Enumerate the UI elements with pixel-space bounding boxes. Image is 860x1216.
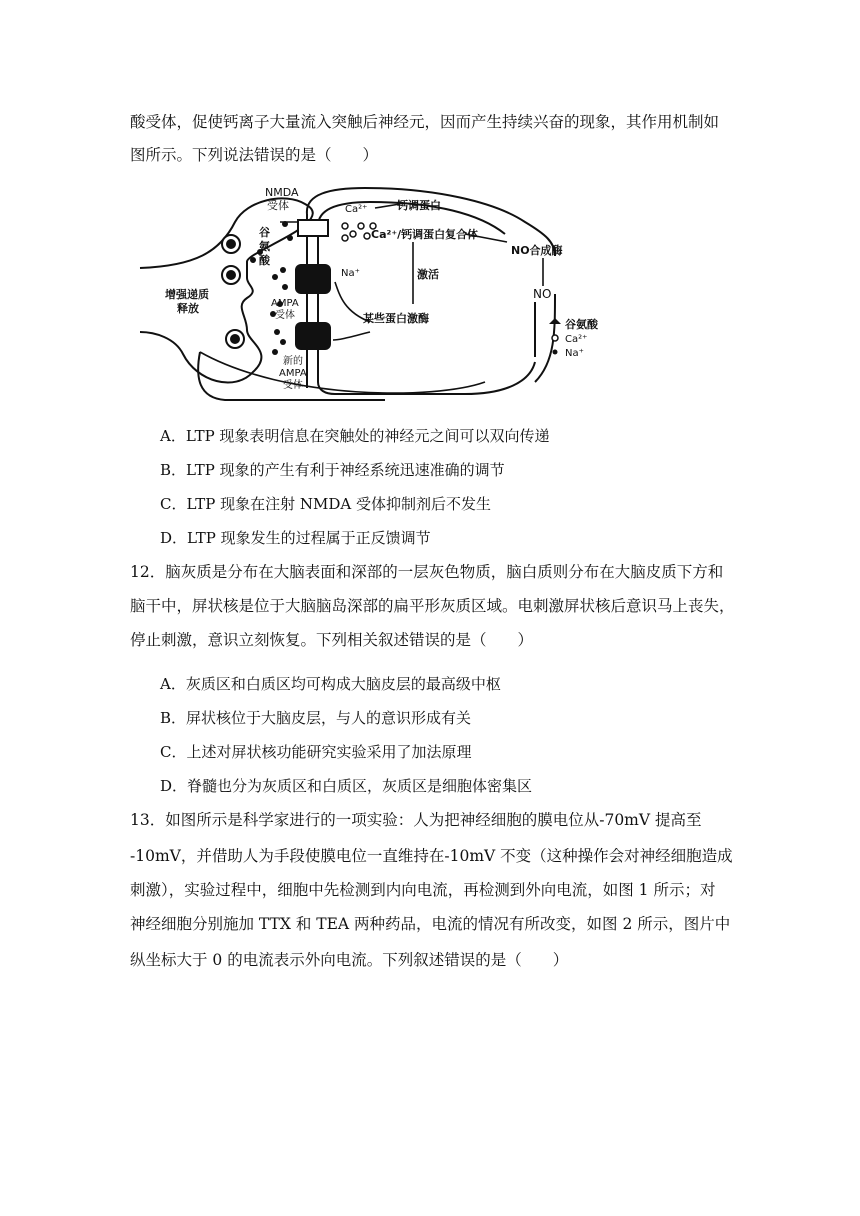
q12-stem-line-1: 12．脑灰质是分布在大脑表面和深部的一层灰色物质，脑白质则分布在大脑皮质下方和 <box>130 563 724 581</box>
new-ampa-label-1: 新的 <box>283 356 303 367</box>
q12-option-a: A．灰质区和白质区均可构成大脑皮层的最高级中枢 <box>160 675 501 693</box>
legend-ca-label: Ca²⁺ <box>565 334 588 345</box>
q11-option-b: B．LTP 现象的产生有利于神经系统迅速准确的调节 <box>160 461 505 479</box>
complex-label: Ca²⁺/钙调蛋白复合体 <box>371 228 479 241</box>
legend-glu-icon <box>549 318 561 324</box>
activate-label: 激活 <box>417 268 439 281</box>
legend-na-icon <box>553 350 558 355</box>
glutamate-side-1: 谷 <box>259 226 270 239</box>
q11-option-c: C．LTP 现象在注射 NMDA 受体抑制剂后不发生 <box>160 495 491 513</box>
new-ampa-label-3: 受体 <box>283 380 303 391</box>
q12-option-c: C．上述对屏状核功能研究实验采用了加法原理 <box>160 743 472 761</box>
q13-stem-line-5: 纵坐标大于 0 的电流表示外向电流。下列叙述错误的是（ ） <box>130 951 569 969</box>
ca-label: Ca²⁺ <box>345 204 368 215</box>
no-label: NO <box>533 287 552 301</box>
kinase-label: 某些蛋白激酶 <box>363 312 429 325</box>
na-label: Na⁺ <box>341 268 360 279</box>
nos-label: NO合成酶 <box>511 244 563 257</box>
nmda-label-2: 受体 <box>267 199 289 212</box>
nmda-label: NMDA <box>265 186 299 199</box>
q12-option-d: D．脊髓也分为灰质区和白质区，灰质区是细胞体密集区 <box>160 777 533 795</box>
q13-stem-line-4: 神经细胞分别施加 TTX 和 TEA 两种药品，电流的情况有所改变，如图 2 所示，图片中 <box>130 915 731 933</box>
q13-stem-line-1: 13．如图所示是科学家进行的一项实验：人为把神经细胞的膜电位从-70mV 提高至 <box>130 811 702 829</box>
ampa-label: AMPA <box>271 298 299 309</box>
legend-glu-label: 谷氨酸 <box>565 318 598 331</box>
legend-ca-icon <box>552 335 558 341</box>
q11-option-d: D．LTP 现象发生的过程属于正反馈调节 <box>160 529 431 547</box>
q11-stem-line-1: 酸受体，促使钙离子大量流入突触后神经元，因而产生持续兴奋的现象，其作用机制如 <box>130 113 720 131</box>
ampa-label-2: 受体 <box>275 310 295 321</box>
glutamate-side-2: 氨 <box>259 240 270 253</box>
q12-stem-line-2: 脑干中，屏状核是位于大脑脑岛深部的扁平形灰质区域。电刺激屏状核后意识马上丧失， <box>130 597 735 615</box>
q11-option-a: A．LTP 现象表明信息在突触处的神经元之间可以双向传递 <box>160 427 550 445</box>
enhance-label-2: 释放 <box>177 302 199 315</box>
glutamate-side-3: 酸 <box>259 254 270 267</box>
calmodulin-label: 钙调蛋白 <box>397 199 441 212</box>
new-ampa-label-2: AMPA <box>279 368 307 379</box>
enhance-label-1: 增强递质 <box>165 288 209 301</box>
q13-stem-line-3: 刺激），实验过程中，细胞中先检测到内向电流，再检测到外向电流，如图 1 所示；对 <box>130 881 716 899</box>
legend-na-label: Na⁺ <box>565 348 584 359</box>
q12-option-b: B．屏状核位于大脑皮层，与人的意识形成有关 <box>160 709 472 727</box>
q12-stem-line-3: 停止刺激，意识立刻恢复。下列相关叙述错误的是（ ） <box>130 631 534 649</box>
ltp-mechanism-diagram <box>135 182 655 410</box>
q13-stem-line-2: -10mV，并借助人为手段使膜电位一直维持在-10mV 不变（这种操作会对神经细胞造成 <box>130 847 733 865</box>
q11-stem-line-2: 图所示。下列说法错误的是（ ） <box>130 146 379 164</box>
